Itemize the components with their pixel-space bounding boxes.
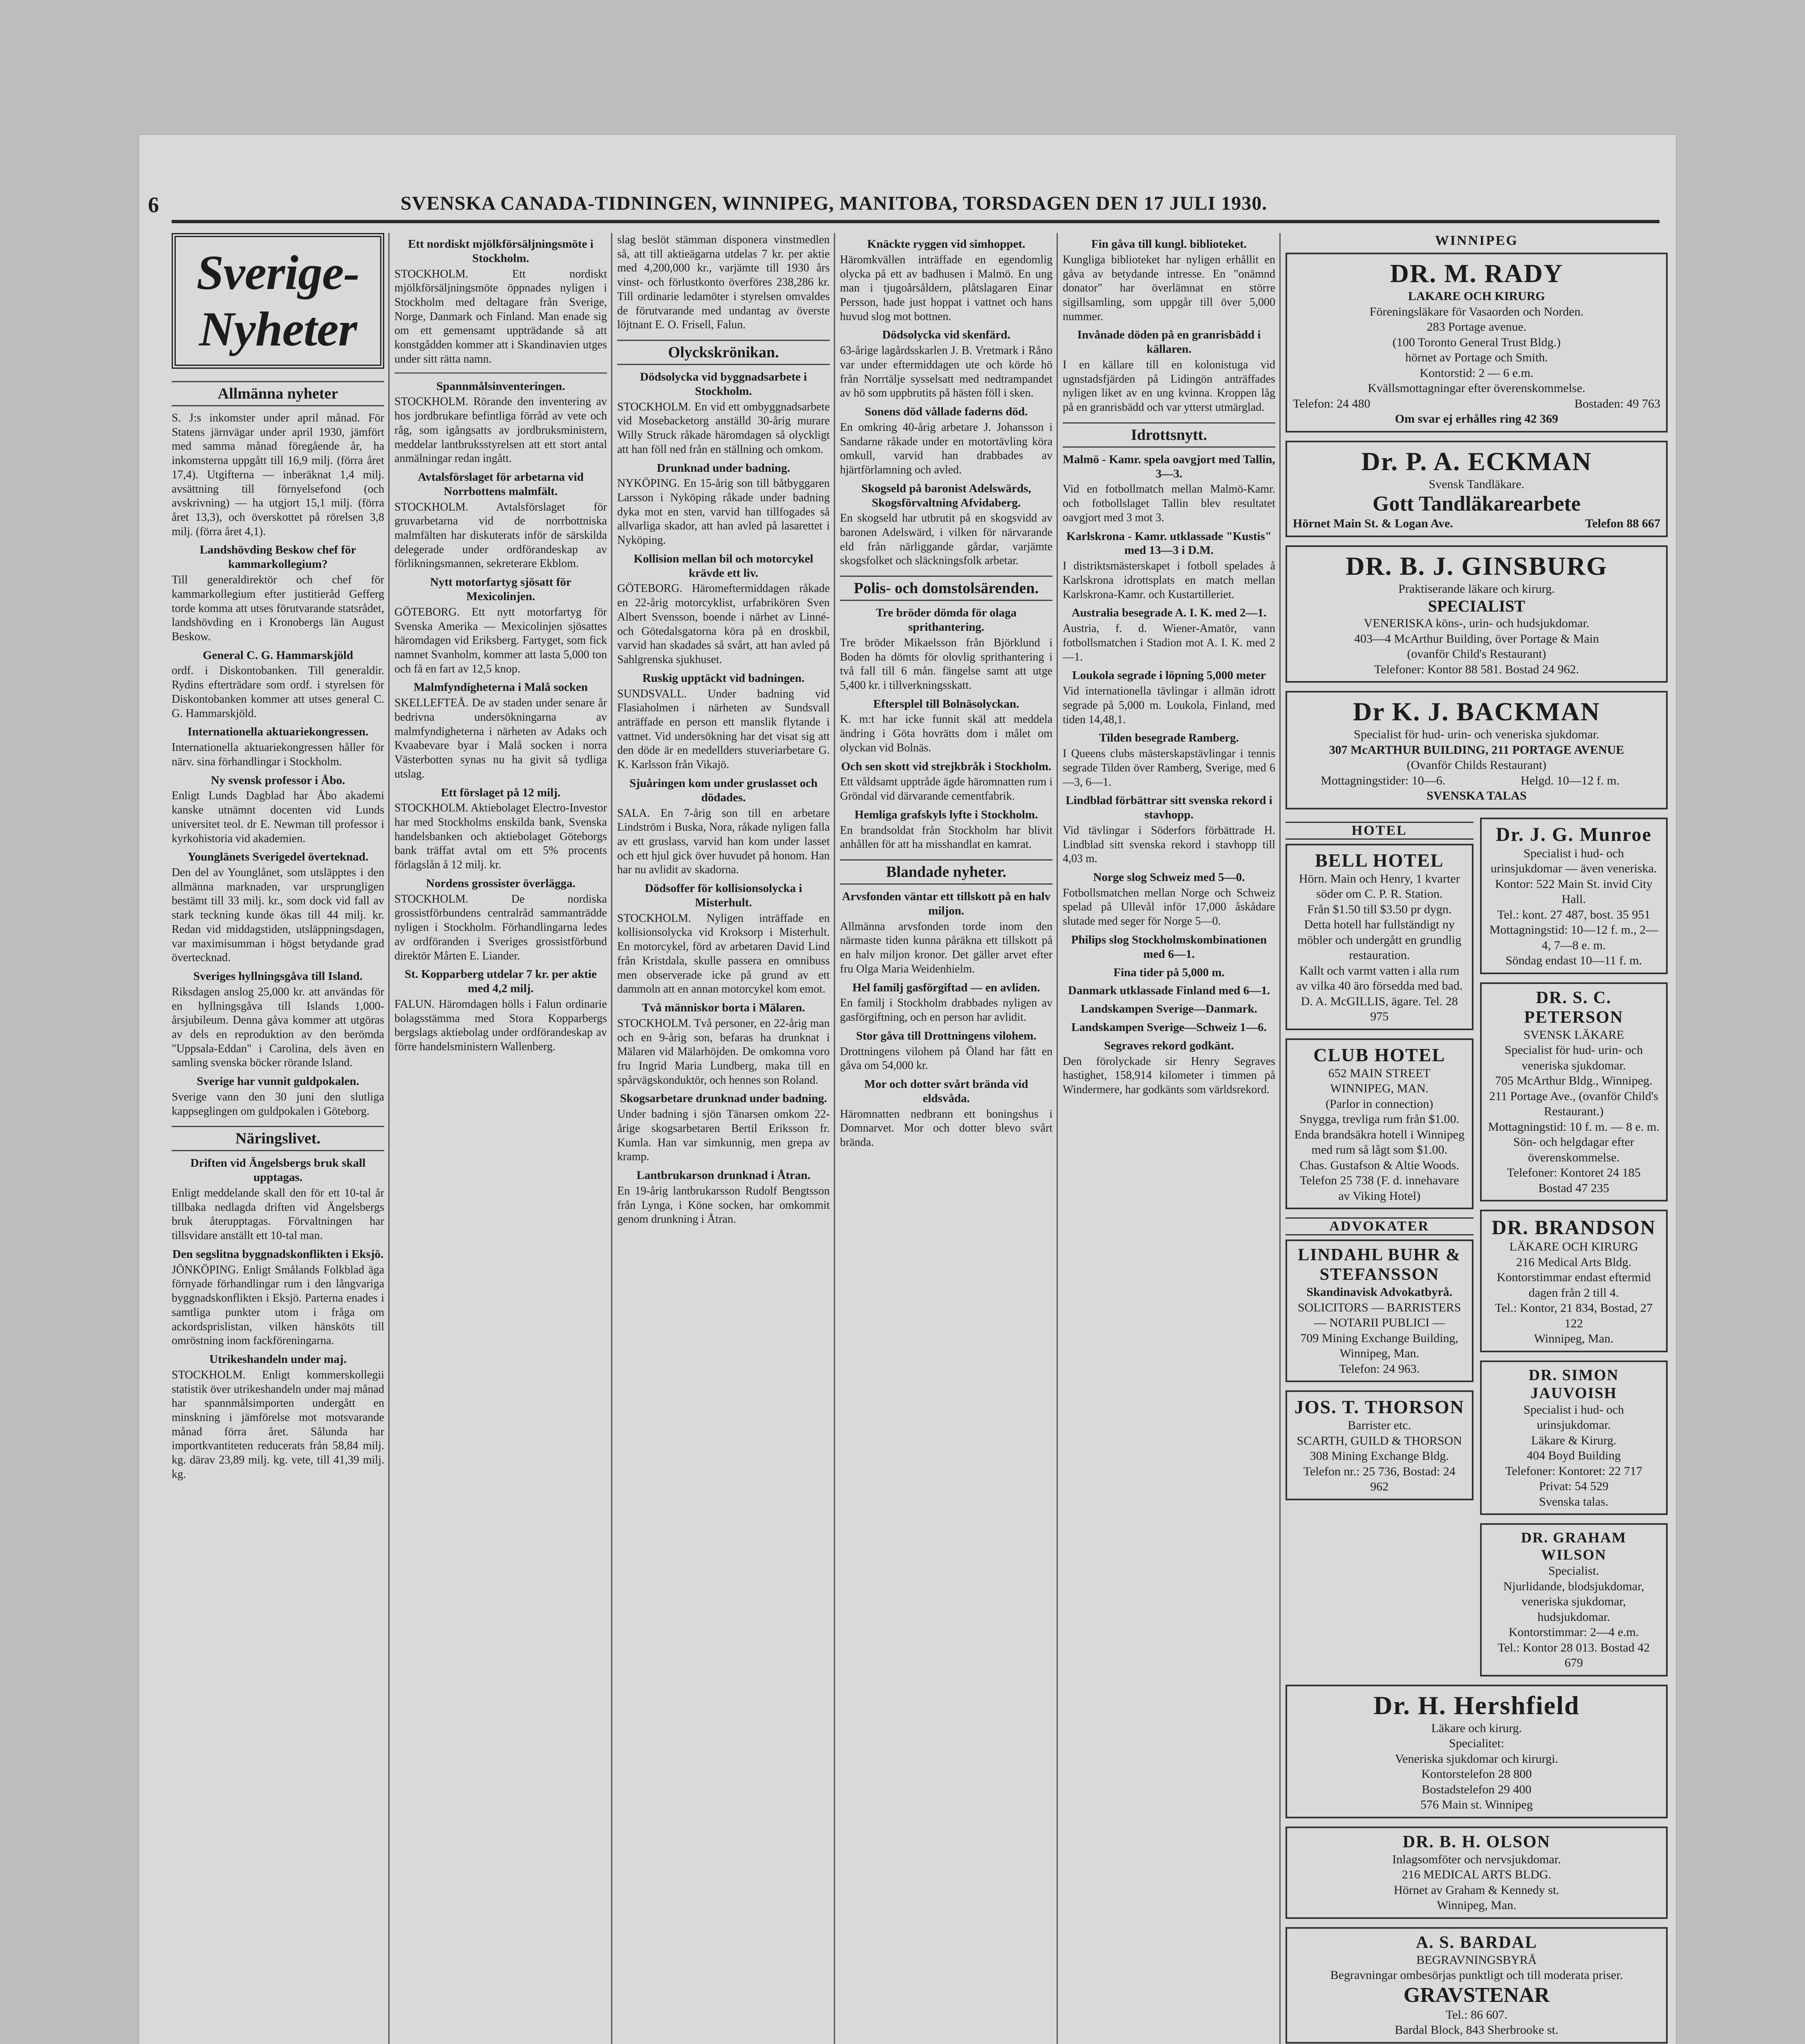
ad-line: SOLICITORS — BARRISTERS bbox=[1297, 1300, 1461, 1314]
ad-line: Specialitet: bbox=[1449, 1737, 1504, 1750]
article-text: I en källare till en kolonistuga vid ugnstadsfjärden på Lidingön anträffades nyligen liket av en ung kvinna. Kroppen låg på en granrisbädd och var ytterst utmärglad. bbox=[1063, 358, 1275, 414]
ad-line: 403—4 McArthur Building, över Portage & Main bbox=[1354, 632, 1599, 645]
ad-line: 652 MAIN STREET bbox=[1328, 1066, 1431, 1080]
ad-line: 308 Mining Exchange Bldg. bbox=[1310, 1449, 1449, 1463]
ad-line: Specialist i hud- och urinsjukdomar — även veneriska. bbox=[1490, 846, 1657, 875]
article-text: Vid en fotbollmatch mellan Malmö-Kamr. och fotbollslaget Tallin blev resultatet oavgjort med 3 mot 3. bbox=[1063, 483, 1275, 524]
ad-phone: Telefon 88 667 bbox=[1585, 517, 1660, 530]
ad-line: 404 Boyd Building bbox=[1527, 1449, 1621, 1462]
article-headline: Internationella aktuariekongressen. bbox=[187, 725, 369, 739]
ad-line: Från $1.50 till $3.50 pr dygn. Detta hotell har fullständigt ny möbler och undergått en grundlig restauration. bbox=[1297, 902, 1462, 962]
ad-line: Chas. Gustafson & Altie Woods. bbox=[1299, 1158, 1459, 1172]
article-text: STOCKHOLM. En vid ett ombyggnadsarbete vid Mosebacketorg anställd 30-årig murare Willy Struck råkade häromdagen så olyckligt att han föll ned från en ställning och omkom. bbox=[617, 400, 830, 456]
article-headline: Loukola segrade i löpning 5,000 meter bbox=[1072, 669, 1266, 682]
article-text: SKELLEFTEÅ. De av staden under senare år bedrivna undersökningarna av malmfyndigheterna i närheten av Adaks och Kvaabevare byar i Malå socken i norra Västerbotten synas nu ha givit så tydliga utslag. bbox=[394, 697, 607, 780]
column-rule bbox=[834, 233, 835, 2044]
ad-line: GRAVSTENAR bbox=[1403, 1983, 1550, 2007]
article-headline: Tre bröder dömda för olaga sprithantering. bbox=[876, 606, 1017, 634]
article-headline: Lindblad förbättrar sitt svenska rekord i stavhopp. bbox=[1066, 794, 1272, 822]
article-headline: Drunknad under badning. bbox=[657, 461, 790, 475]
article-text: Vid internationella tävlingar i allmän idrott segrade på 5,000 m. Loukola, Finland, med tiden 14,48,1. bbox=[1063, 685, 1275, 726]
ad-line: — NOTARII PUBLICI — bbox=[1314, 1316, 1445, 1329]
article-headline: Nytt motorfartyg sjösatt för Mexicolinjen. bbox=[430, 576, 571, 603]
article-headline: Tilden besegrade Ramberg. bbox=[1099, 731, 1239, 745]
article-text: Den del av Younglånet, som utsläpptes i den allmänna marknaden, var ursprungligen bestämt till 33 milj. kr., som dock vid fall av stark teckning kunde ökas till 44 milj. kr. Redan vid middagstiden, utsläppningsdagen, var maximisumman i högst betydande grad övertecknad. bbox=[172, 866, 384, 964]
column-rule bbox=[611, 233, 612, 2044]
ad-line: 283 Portage avenue. bbox=[1427, 320, 1527, 334]
article-text: Austria, f. d. Wiener-Amatör, vann fotbollsmatchen i Stadion mot A. I. K. med 2—1. bbox=[1063, 622, 1275, 663]
article-headline: Nordens grossister överläggа. bbox=[426, 876, 576, 890]
ad-line: Specialist. bbox=[1548, 1564, 1599, 1578]
article-headline: Sonens död vållade faderns död. bbox=[864, 405, 1028, 419]
article-headline: Sjuåringen kom under gruslasset och dödades. bbox=[629, 776, 818, 804]
ad-line: Telefon 25 738 (F. d. innehavare av Viking Hotel) bbox=[1299, 1174, 1459, 1203]
ad-name: BELL HOTEL bbox=[1315, 849, 1444, 871]
ad-line: Privat: 54 529 bbox=[1539, 1479, 1609, 1493]
article-headline: Och sen skott vid strejkbråk i Stockholm. bbox=[841, 760, 1052, 773]
article-headline: Landskampen Sverige—Schweiz 1—6. bbox=[1071, 1020, 1267, 1034]
ad-phone: Bostaden: 49 763 bbox=[1574, 397, 1660, 410]
ad-name: CLUB HOTEL bbox=[1313, 1044, 1446, 1065]
article-headline: Segraves rekord godkänt. bbox=[1104, 1039, 1234, 1052]
ad-line: Snyggа, trevliga rum från $1.00. bbox=[1299, 1112, 1460, 1126]
ad-line: Inlagsomföter och nervsjukdomar. bbox=[1392, 1852, 1561, 1866]
ad-line: Winnipeg, Man. bbox=[1437, 1898, 1516, 1912]
article-text: En omkring 40-årig arbetare J. Johansson i Sandarne råkade under en motortävling köra omkull, varvid han drabbades av hjärtförlamning och avled. bbox=[840, 421, 1053, 477]
ad-name: DR. SIMON JAUVOISH bbox=[1528, 1366, 1619, 1402]
ad-name: DR. BRANDSON bbox=[1491, 1216, 1656, 1239]
article-headline: Hemliga grafskyls lyfte i Stockholm. bbox=[854, 808, 1038, 821]
section-heading: Idrottsnytt. bbox=[1063, 422, 1275, 448]
article-headline: Dödsolycka vid byggnadsarbete i Stockholm. bbox=[640, 370, 807, 398]
ad-line: Telefon nr.: 25 736, Bostad: 24 962 bbox=[1303, 1464, 1456, 1493]
ad-line: Föreningsläkare för Vasaorden och Norden. bbox=[1369, 305, 1584, 318]
article-headline: Kollision mellan bil och motorcykel krävde ett liv. bbox=[634, 552, 813, 580]
ad-line: Läkare & Kirurg. bbox=[1531, 1433, 1617, 1447]
article-headline: Två människor borta i Mälaren. bbox=[642, 1001, 805, 1014]
ad-line: VENERISKA köns-, urin- och hudsjukdomar. bbox=[1364, 616, 1590, 630]
article-text: Enligt meddelande skall den för ett 10-tal år tillbaka nedlagda driften vid Ängelsbergs bruk återupptagas. Förvaltningen har tillsvidare anställt ett 10-tal man. bbox=[172, 1187, 384, 1242]
article-text: STOCKHOLM. Ett nordiskt mjölkförsäljningsmöte öppnades nyligen i Stockholm med deltagare från Sverige, Norge, Danmark och Finland. Man enade sig om ett gemensamt uppträdande så att konstgådden kommer att i Skandinavien utges under sitt rätta namn. bbox=[394, 267, 607, 365]
ad-club-hotel bbox=[1285, 1038, 1474, 1210]
ad-row bbox=[1285, 818, 1668, 1685]
article-text: SALA. En 7-årig son till en arbetare Lindström i Buska, Nora, råkade nyligen falla av ett gruslass, varvid han kom under lasset och ett hjul gick över huvudet på honom. Han har nu avlidit av skadorna. bbox=[617, 807, 830, 876]
article-text: STOCKHOLM. Rörande den inventering av hos jordbrukare befintliga förråd av vete och råg, som igångsatts av jordbruksministern, meddelar lantbruksstyrelsen att ett stort antal anmälningar redan ingått. bbox=[394, 395, 607, 465]
ad-name: DR. M. RADY bbox=[1390, 259, 1563, 288]
section-heading: Allmänna nyheter bbox=[172, 381, 384, 406]
ad-line: Hörn. Main och Henry, 1 kvarter söder om C. P. R. Station. bbox=[1299, 872, 1460, 901]
article-text: Häromkvällen inträffade en egendomlig olycka på ett av badhusen i Malmö. En ung man i tjugoårsåldern, plåtslagaren Einar Persson, hade just hoppat i vattnet och hans huvud slog mot bottnen. bbox=[840, 253, 1053, 323]
section-heading: HOTEL bbox=[1285, 822, 1474, 840]
advertisement-column bbox=[1285, 233, 1668, 2044]
ad-line: Barrister etc. bbox=[1348, 1419, 1411, 1432]
ad-ginsburg bbox=[1285, 545, 1668, 683]
masthead: SVENSKA CANADA-TIDNINGEN, WINNIPEG, MANITOBA, TORSDAGEN DEN 17 JULI 1930. bbox=[401, 193, 1268, 214]
article-headline: Lantbrukarson drunknad i Åtran. bbox=[636, 1169, 811, 1182]
column-heading: WINNIPEG bbox=[1435, 233, 1518, 248]
article-text: Vid tävlingar i Söderfors förbättrade H. Lindblad sitt svenska rekord i stavhopp till 4,03 m. bbox=[1063, 824, 1275, 865]
ad-line: Telefoner: Kontoret 24 185 bbox=[1507, 1166, 1641, 1179]
column-rule bbox=[1057, 233, 1058, 2044]
ad-line: (Parlor in connection) bbox=[1326, 1097, 1433, 1111]
article-text: GÖTEBORG. Ett nytt motorfartyg för Svenska Amerika — Mexicolinjen sjösattes häromdagen vid Eriksberg. Fartyget, som fick namnet Svanholm, kommer att lasta 5,000 ton och få en fart av 12,5 knop. bbox=[394, 605, 607, 675]
article-headline: Fin gåva till kungl. biblioteket. bbox=[1091, 238, 1247, 251]
ad-line: Kontorstelefon 28 800 bbox=[1421, 1767, 1532, 1781]
article-text: STOCKHOLM. Enligt kommerskollegii statistik över utrikeshandeln under maj månad har spannmålsimporten undergått en minskning i jämförelse mot motsvarande månad förra året. Sålunda har importkvantiteten reducerats från 58,84 milj. kg. därav 23,89 milj. kg. vete, till 41,39 milj. kg. bbox=[172, 1368, 384, 1481]
article-headline: Invånade döden på en granrisbädd i källaren. bbox=[1077, 328, 1261, 356]
ad-line: Kallt och varmt vatten i alla rum av vilka 40 äro försedda med bad. bbox=[1296, 964, 1463, 993]
article-headline: Hel familj gasförgiftad — en avliden. bbox=[852, 981, 1040, 994]
ad-line: 709 Mining Exchange Building, Winnipeg, Man. bbox=[1300, 1331, 1459, 1360]
section-heading: Blandade nyheter. bbox=[840, 859, 1053, 885]
ad-line: Veneriska sjukdomar och kirurgi. bbox=[1395, 1752, 1559, 1766]
article-headline: Philips slog Stockholmskombinationen med 6—1. bbox=[1071, 933, 1267, 961]
ad-olson bbox=[1285, 1827, 1668, 1919]
ad-lindahl bbox=[1285, 1239, 1474, 1382]
ad-bardal bbox=[1285, 1927, 1668, 2044]
ad-name: Dr K. J. BACKMAN bbox=[1353, 697, 1600, 726]
ad-name: Dr. P. A. ECKMAN bbox=[1361, 446, 1592, 476]
ad-line: SPECIALIST bbox=[1428, 597, 1525, 615]
ad-line: Mottagningstid: 10—12 f. m., 2—4, 7—8 e. m. bbox=[1489, 923, 1658, 952]
ad-line: Kvällsmottagningar efter överenskommelse. bbox=[1368, 381, 1586, 395]
article-text: NYKÖPING. En 15-årig son till båtbyggaren Larsson i Nyköping råkade under badning dyka mot en sten, varvid han tillfogades så allvarliga skador, att han avled på lasarettet i Nyköping. bbox=[617, 477, 830, 547]
ad-line: Begravningar ombesörjas punktligt och till moderata priser. bbox=[1330, 1968, 1623, 1982]
article-divider bbox=[394, 372, 607, 374]
ad-line: Bardal Block, 843 Sherbrooke st. bbox=[1395, 2023, 1559, 2037]
ad-line: SVENSKA TALAS bbox=[1427, 789, 1527, 802]
ad-line: Enda brandsäkra hotell i Winnipeg med rum så lågt som $1.00. bbox=[1294, 1127, 1465, 1156]
ad-name: DR. S. C. PETERSON bbox=[1524, 988, 1624, 1027]
ad-name: DR. B. H. OLSON bbox=[1402, 1832, 1551, 1851]
ad-line: BEGRAVNINGSBYRÅ bbox=[1416, 1953, 1537, 1967]
column-2 bbox=[394, 233, 607, 2044]
ad-line: 211 Portage Ave., (ovanför Child's Restaurant.) bbox=[1489, 1089, 1659, 1118]
ad-line: Svenska talas. bbox=[1539, 1495, 1609, 1508]
article-headline: Ett förslaget på 12 milj. bbox=[441, 786, 561, 799]
ad-line: 216 MEDICAL ARTS BLDG. bbox=[1402, 1868, 1552, 1881]
article-text: En brandsoldat från Stockholm har blivit anhållen för att ha misshandlat en kamrat. bbox=[840, 824, 1053, 851]
column-5 bbox=[1063, 233, 1275, 2044]
ad-name: A. S. BARDAL bbox=[1415, 1933, 1538, 1952]
ad-line: Tel.: Kontor 28 013. Bostad 42 679 bbox=[1498, 1641, 1650, 1670]
ad-line: (ovanför Child's Restaurant) bbox=[1407, 647, 1546, 661]
article-text: Häromnatten nedbrann ett boningshus i Domnarvet. Mor och dotter blevo svårt brända. bbox=[840, 1107, 1053, 1149]
ad-line: Skandinavisk Advokatbyrå. bbox=[1306, 1285, 1453, 1299]
article-text: Kungliga biblioteket har nyligen erhållit en gåva av betydande intresse. En "onämnd donator" har överlämnat en större sigillsamling, som uppgår till över 5,000 nummer. bbox=[1063, 253, 1275, 323]
ad-bell-hotel bbox=[1285, 844, 1474, 1030]
ad-line: (100 Toronto General Trust Bldg.) bbox=[1392, 335, 1561, 349]
ad-munroe bbox=[1480, 818, 1668, 974]
article-text: En 19-årig lantbrukarsson Rudolf Bengtsson från Lynga, i Köne socken, har omkommit genom drunkning i Åtran. bbox=[617, 1184, 830, 1226]
ad-line: Svensk Tandläkare. bbox=[1429, 477, 1525, 491]
article-headline: Dödsolycka vid skenfärd. bbox=[882, 328, 1010, 342]
article-headline: Fina tider på 5,000 m. bbox=[1113, 966, 1225, 979]
ad-line: Telefon: 24 963. bbox=[1339, 1362, 1420, 1376]
article-text: Enligt Lunds Dagblad har Åbo akademi kanske utnämnt docenten vid Lunds universitet teol. dr E. Newman till professor i kyrkohistoria vid akademien. bbox=[172, 789, 384, 845]
ad-name: LINDAHL BUHR & STEFANSSON bbox=[1298, 1246, 1461, 1284]
ad-name: DR. GRAHAM WILSON bbox=[1521, 1529, 1627, 1563]
ad-line: Kontorstimmar endast eftermid dagen från 2 till 4. bbox=[1496, 1271, 1651, 1300]
ad-name: DR. B. J. GINSBURG bbox=[1346, 551, 1608, 580]
ad-line: Tel.: 86 607. bbox=[1445, 2008, 1508, 2022]
article-text: I Queens clubs mästerskapstävlingar i tennis segrade Tilden över Ramberg, Sverige, med 6—3, 6—1. bbox=[1063, 747, 1275, 789]
article-text: K. m:t har icke funnit skäl att meddela ändring i Göta hovrätts dom i målet om olyckan vid Bolnäs. bbox=[840, 713, 1053, 754]
article-text: 63-årige lagårdsskarlen J. B. Vretmark i Råno var under eftermiddagen ute och körde hö från Norrtälje sysselsatt med nedtrampandet av hö som uppbrutits på hästen föll i sken. bbox=[840, 344, 1053, 400]
article-headline: St. Kopparberg utdelar 7 kr. per aktie med 4,2 milj. bbox=[405, 968, 597, 995]
ad-phone: Telefon: 24 480 bbox=[1293, 397, 1371, 410]
article-text: ordf. i Diskontobanken. Till generaldir. Rydins efterträdare som ordf. i styrelsen för Diskontobanken kommer att utses general C. G. Hammarskjöld. bbox=[172, 664, 384, 720]
article-text: S. J:s inkomster under april månad. För Statens järnvägar under april 1930, jämfört med samma månad föregående år, ha inkomsterna uppgått till 16,9 milj. (förra året 17,4). Utgifterna — inberäknat 1,4 milj. avsättning till förnyelsefond (och avskrivning) — ha utgjort 15,1 milj. (förra året 13,3), och överskottet på rörelsen 3,8 milj. (förra året 4,1). bbox=[172, 412, 384, 538]
ad-line: Praktiserande läkare och kirurg. bbox=[1398, 582, 1555, 596]
ad-peterson bbox=[1480, 982, 1668, 1202]
ad-line: Kontor: 522 Main St. invid City Hall. bbox=[1495, 877, 1653, 906]
ad-line: Bostad 47 235 bbox=[1538, 1181, 1609, 1195]
article-headline: Karlskrona - Kamr. utklassade "Kustis" med 13—3 i D.M. bbox=[1066, 529, 1272, 557]
article-text: STOCKHOLM. Avtalsförslaget för gruvarbetarna vid de norrbottniska malmfälten har diskuterats inför de särskilda delegerade under ordförandeskap av förlikningsmannen, sekreterare Ekblom. bbox=[394, 500, 607, 570]
ad-line: Tel.: Kontor, 21 834, Bostad, 27 122 bbox=[1495, 1301, 1653, 1330]
ad-jauvoish bbox=[1480, 1360, 1668, 1515]
article-headline: Danmark utklassade Finland med 6—1. bbox=[1068, 984, 1270, 997]
section-heading: ADVOKATER bbox=[1285, 1217, 1474, 1235]
article-headline: Avtalsförslaget för arbetarna vid Norrbottens malmfält. bbox=[418, 471, 584, 498]
article-headline: Knäckte ryggen vid simhoppet. bbox=[867, 238, 1026, 251]
ad-line: Telefoner: Kontoret: 22 717 bbox=[1505, 1464, 1642, 1478]
article-text: En familj i Stockholm drabbades nyligen av gasförgiftning, och en person har avlidit. bbox=[840, 997, 1053, 1024]
ad-line: Gott Tandläkarearbete bbox=[1373, 492, 1581, 515]
ad-line: Winnipeg, Man. bbox=[1534, 1332, 1614, 1345]
ad-line: SCARTH, GUILD & THORSON bbox=[1297, 1434, 1462, 1448]
article-text: GÖTEBORG. Häromeftermiddagen råkade en 22-årig motorcyklist, urfabrikören Sven Albert Svensson, boende i närhet av Linné- och Götedalsgatorna köra på en droskbil, varvid han skadades så svårt, att han avled på Sahlgrenska sjukhuset. bbox=[617, 582, 830, 666]
ad-line: Kontorstimmar: 2—4 e.m. bbox=[1509, 1625, 1639, 1639]
ad-line: 576 Main st. Winnipeg bbox=[1420, 1798, 1533, 1811]
column-rule bbox=[1279, 233, 1281, 2044]
article-headline: Arvsfonden väntar ett tillskott på en halv miljon. bbox=[842, 890, 1051, 917]
newspaper-page bbox=[139, 135, 1676, 2044]
ad-backman bbox=[1285, 691, 1668, 809]
article-headline: Eftersplel till Bolnäsolyckan. bbox=[873, 697, 1019, 710]
ad-line: Njurlidande, blodsjukdomar, veneriska sjukdomar, hudsjukdomar. bbox=[1503, 1579, 1644, 1624]
ad-line: hörnet av Portage och Smith. bbox=[1405, 351, 1548, 364]
ad-line: Kontorstid: 2 — 6 e.m. bbox=[1420, 366, 1534, 380]
ad-brandson bbox=[1480, 1210, 1668, 1352]
ad-name: Dr. H. Hershfield bbox=[1373, 1690, 1580, 1720]
ad-line: Specialist för hud- urin- och veneriska sjukdomar. bbox=[1505, 1043, 1643, 1072]
article-text: Den förolyckade sir Henry Segraves hastighet, 158,914 kilometer i timmen på Windermere, har godkänts som världsrekord. bbox=[1063, 1055, 1275, 1096]
ad-line: Sön- och helgdagar efter överenskommelse. bbox=[1513, 1135, 1635, 1164]
ad-line: (Ovanför Childs Restaurant) bbox=[1406, 758, 1547, 772]
article-text: SUNDSVALL. Under badning vid Flasiaholmen i närheten av Sundsvall anträffade en person ett manslik flytande i vattnet. Vid undersökning har det visat sig att den döde är en medellders stuveriarbetare G. K. Karlsson från Vikajö. bbox=[617, 687, 830, 771]
article-text: Till generaldirektör och chef för kammarkollegium efter justitieråd Gefferg torde komma att utses förutvarande statsrådet, landshövding en i Kronobergs län August Beskow. bbox=[172, 574, 384, 643]
article-text: JÖNKÖPING. Enligt Smålands Folkblad äga förnyade förhandlingar rum i den långvariga byggnadskonflikten i Eksjö. Parterna enades i samtliga punkter utom i fråga om ackordsprislistan, vilken hänsköts till omröstning inom fackföreningarna. bbox=[172, 1263, 384, 1347]
section-heading: Olyckskrönikan. bbox=[617, 340, 830, 365]
article-text: Internationella aktuariekongressen håller för närv. sina förhandlingar i Stockholm. bbox=[172, 741, 384, 768]
article-text: Riksdagen anslog 25,000 kr. att användas för en hyllningsgåva till Islands 1,000-årsjubileum. Denna gåva kommer att utgöras av dels en reproduktion av den berömda "Uppsala-Eddan" i Carolina, dels även en samling svenska böcker rörande Island. bbox=[172, 985, 384, 1069]
column-rule bbox=[388, 233, 390, 2044]
article-text: Drottningens vilohem på Öland har fått en gåva om 54,000 kr. bbox=[840, 1045, 1053, 1072]
article-headline: Driften vid Ängelsbergs bruk skall upptagas. bbox=[190, 1156, 366, 1184]
section-heading: Polis- och domstolsärenden. bbox=[840, 576, 1053, 601]
ad-line: Specialist för hud- urin- och veneriska sjukdomar. bbox=[1354, 728, 1599, 741]
ad-line: Tel.: kont. 27 487, bost. 35 951 bbox=[1497, 908, 1650, 921]
article-text: Tre bröder Mikaelsson från Björklund i Boden ha dömts för olovlig sprithantering i två fall till 6 mån. fängelse samt att utge 5,400 kr. i tillverkningsskatt. bbox=[840, 636, 1053, 692]
ad-line: 705 McArthur Bldg., Winnipeg. bbox=[1495, 1074, 1653, 1087]
article-headline: Skogseld på baronist Adelswärds, Skogsförvaltning Afvidaberg. bbox=[861, 482, 1031, 509]
ad-name: Dr. J. G. Munroe bbox=[1496, 823, 1652, 845]
article-text: En skogseld har utbrutit på en skogsvidd av baronen Adelswärd, i vilken för närvarande eld från närliggande gårdar, varjämte skogsfolket och släckningsfolk arbetar. bbox=[840, 512, 1053, 567]
article-text: STOCKHOLM. Aktiebolaget Electro-Investor har med Stockholms enskilda bank, Svenska handelsbanken och aktiebolaget Göteborgs bank träffat avtal om ett 5% procents förlagslån å 12 milj. kr. bbox=[394, 802, 607, 872]
article-text: FALUN. Häromdagen hölls i Falun ordinarie bolagsstämma med Stora Kopparbergs bergslags aktiebolag under ordförandeskap av förre handelsministern Wallenberg. bbox=[394, 997, 607, 1053]
article-text: Under badning i sjön Tänarsen omkom 22-årige skogsarbetaren Bertil Eriksson fr. Kumla. Han var simkunnig, men grepa av kramp. bbox=[617, 1108, 830, 1163]
section-banner: Sverige-Nyheter bbox=[172, 233, 384, 369]
article-headline: Spannmålsinventeringen. bbox=[436, 379, 565, 393]
article-text: Sverige vann den 30 juni den slutliga kappseglingen om guldpokalen i Göteborg. bbox=[172, 1090, 384, 1118]
article-headline: Dödsoffer för kollisionsolycka i Misterhult. bbox=[645, 882, 802, 909]
article-headline: Younglänets Sverigedel överteknad. bbox=[187, 850, 369, 864]
ad-line: Helgd. 10—12 f. m. bbox=[1521, 773, 1620, 787]
ad-line: Om svar ej erhålles ring 42 369 bbox=[1395, 412, 1559, 426]
article-headline: Mor och dotter svårt brända vid eldsvåda. bbox=[864, 1078, 1028, 1105]
column-3 bbox=[617, 233, 830, 2044]
article-headline: Landskampen Sverige—Danmark. bbox=[1081, 1002, 1257, 1016]
ad-eckman bbox=[1285, 441, 1668, 537]
ad-line: WINNIPEG, MAN. bbox=[1330, 1082, 1429, 1095]
article-headline: Ny svensk professor i Åbo. bbox=[211, 773, 345, 787]
article-headline: Utrikeshandeln under maj. bbox=[209, 1352, 347, 1366]
ad-line: Mottagningstider: 10—6. bbox=[1321, 773, 1446, 787]
ad-line: Specialist i hud- och urinsjukdomar. bbox=[1523, 1403, 1624, 1432]
ad-line: Hörnet av Graham & Kennedy st. bbox=[1394, 1883, 1559, 1897]
article-text: slag beslöt stämman disponera vinstmedlen så, att till aktieägarna utdelas 7 kr. per aktie med 4,200,000 kr., varjämte till 1930 års vinst- och förlustkonto överföres 238,286 kr. Till ordinarie ledamöter i styrelsen omvaldes de förutvarande med undantag av överste löjtnant E. O. Frisell, Falun. bbox=[617, 233, 830, 332]
ad-line: Hörnet Main St. & Logan Ave. bbox=[1293, 517, 1453, 530]
article-headline: Australia besegrade A. I. K. med 2—1. bbox=[1071, 606, 1267, 620]
ad-line: Läkare och kirurg. bbox=[1431, 1721, 1522, 1735]
article-headline: Sveriges hyllningsgåva till Island. bbox=[193, 970, 363, 983]
ad-line: Bostadstelefon 29 400 bbox=[1422, 1782, 1532, 1796]
article-headline: Ett nordiskt mjölkförsäljningsmöte i Stockholm. bbox=[408, 238, 593, 265]
ad-hershfield bbox=[1285, 1685, 1668, 1818]
column-4 bbox=[840, 233, 1053, 2044]
ad-line: LAKARE OCH KIRURG bbox=[1408, 289, 1545, 303]
article-headline: Ruskig upptäckt vid badningen. bbox=[642, 671, 805, 685]
ad-line: 216 Medical Arts Bldg. bbox=[1516, 1255, 1632, 1269]
article-headline: Stor gåva till Drottningens vilohem. bbox=[856, 1029, 1037, 1042]
page-number: 6 bbox=[148, 193, 159, 217]
ad-rady bbox=[1285, 253, 1668, 433]
article-text: Allmänna arvsfonden torde inom den närmaste tiden kunna påräkna ett tillskott på en halv miljon kronor. Det gäller arvet efter fru Olga Maria Weidenhielm. bbox=[840, 920, 1053, 975]
ad-wilson bbox=[1480, 1523, 1668, 1676]
article-headline: Landshövding Beskow chef för kammarkollegium? bbox=[199, 543, 356, 571]
ad-line: Mottagningstid: 10 f. m. — 8 e. m. bbox=[1488, 1120, 1659, 1134]
article-headline: Malmö - Kamr. spela oavgjort med Tallin, 3—3. bbox=[1063, 453, 1275, 480]
section-heading: Näringslivet. bbox=[172, 1126, 384, 1151]
ad-line: Telefoner: Kontor 88 581. Bostad 24 962. bbox=[1374, 662, 1579, 676]
article-text: STOCKHOLM. Två personer, en 22-årig man och en 9-årig son, befaras ha drunknat i Mälaren vid Mälarhöjden. De omkomna voro fru Ingrid Maria Lundberg, maka till en spårvägskonduktör, och hennes son Roland. bbox=[617, 1017, 830, 1087]
article-text: STOCKHOLM. Nyligen inträffade en kollisionsolycka vid Kroksorp i Misterhult. En motorcykel, förd av arbetaren David Lind från Kristdala, skulle passera en omnibuss men observerade icke på grund av ett dammoln att en annan motorcykel kom emot. bbox=[617, 912, 830, 996]
article-headline: Norge slog Schweiz med 5—0. bbox=[1093, 870, 1245, 884]
article-text: Fotbollsmatchen mellan Norge och Schweiz spelad på Ullevål inför 17,000 åskådare slutade med seger för Norge 5—0. bbox=[1063, 886, 1275, 928]
article-text: Ett våldsamt upptråde ägde häromnatten rum i Gröndal vid därvarande cementfabrik. bbox=[840, 775, 1053, 803]
ad-line: LÄKARE OCH KIRURG bbox=[1509, 1240, 1638, 1253]
article-headline: Den segslitna byggnadskonflikten i Eksjö. bbox=[172, 1247, 384, 1261]
article-headline: Skogsarbetare drunknad under badning. bbox=[620, 1092, 827, 1105]
ad-line: Söndag endast 10—11 f. m. bbox=[1505, 954, 1642, 967]
ad-line: 307 McARTHUR BUILDING, 211 PORTAGE AVENUE bbox=[1329, 743, 1624, 757]
article-text: STOCKHOLM. De nordiska grossistförbundens centralråd sammanträdde nyligen i Stockholm. Förhandlingarna ledes av ordföranden i Sveriges grossistförbund direktör Mårten E. Liander. bbox=[394, 892, 607, 962]
column-1 bbox=[172, 233, 384, 2044]
article-text: I distriktsmästerskapet i fotboll spelades å Karlskrona idrottsplats en match mellan Karlskrona-Kamr. och Kustartilleriet. bbox=[1063, 560, 1275, 601]
article-headline: General C. G. Hammarskjöld bbox=[202, 648, 354, 662]
ad-line: D. A. McGILLIS, ägare. Tel. 28 975 bbox=[1301, 994, 1458, 1023]
article-headline: Malmfyndigheterna i Malå socken bbox=[413, 681, 588, 694]
ad-line: SVENSK LÄKARE bbox=[1523, 1028, 1624, 1042]
ad-name: JOS. T. THORSON bbox=[1294, 1396, 1465, 1417]
article-headline: Sverige har vunnit guldpokalen. bbox=[197, 1075, 359, 1088]
header-rule bbox=[172, 220, 1659, 223]
ad-thorson bbox=[1285, 1390, 1474, 1500]
